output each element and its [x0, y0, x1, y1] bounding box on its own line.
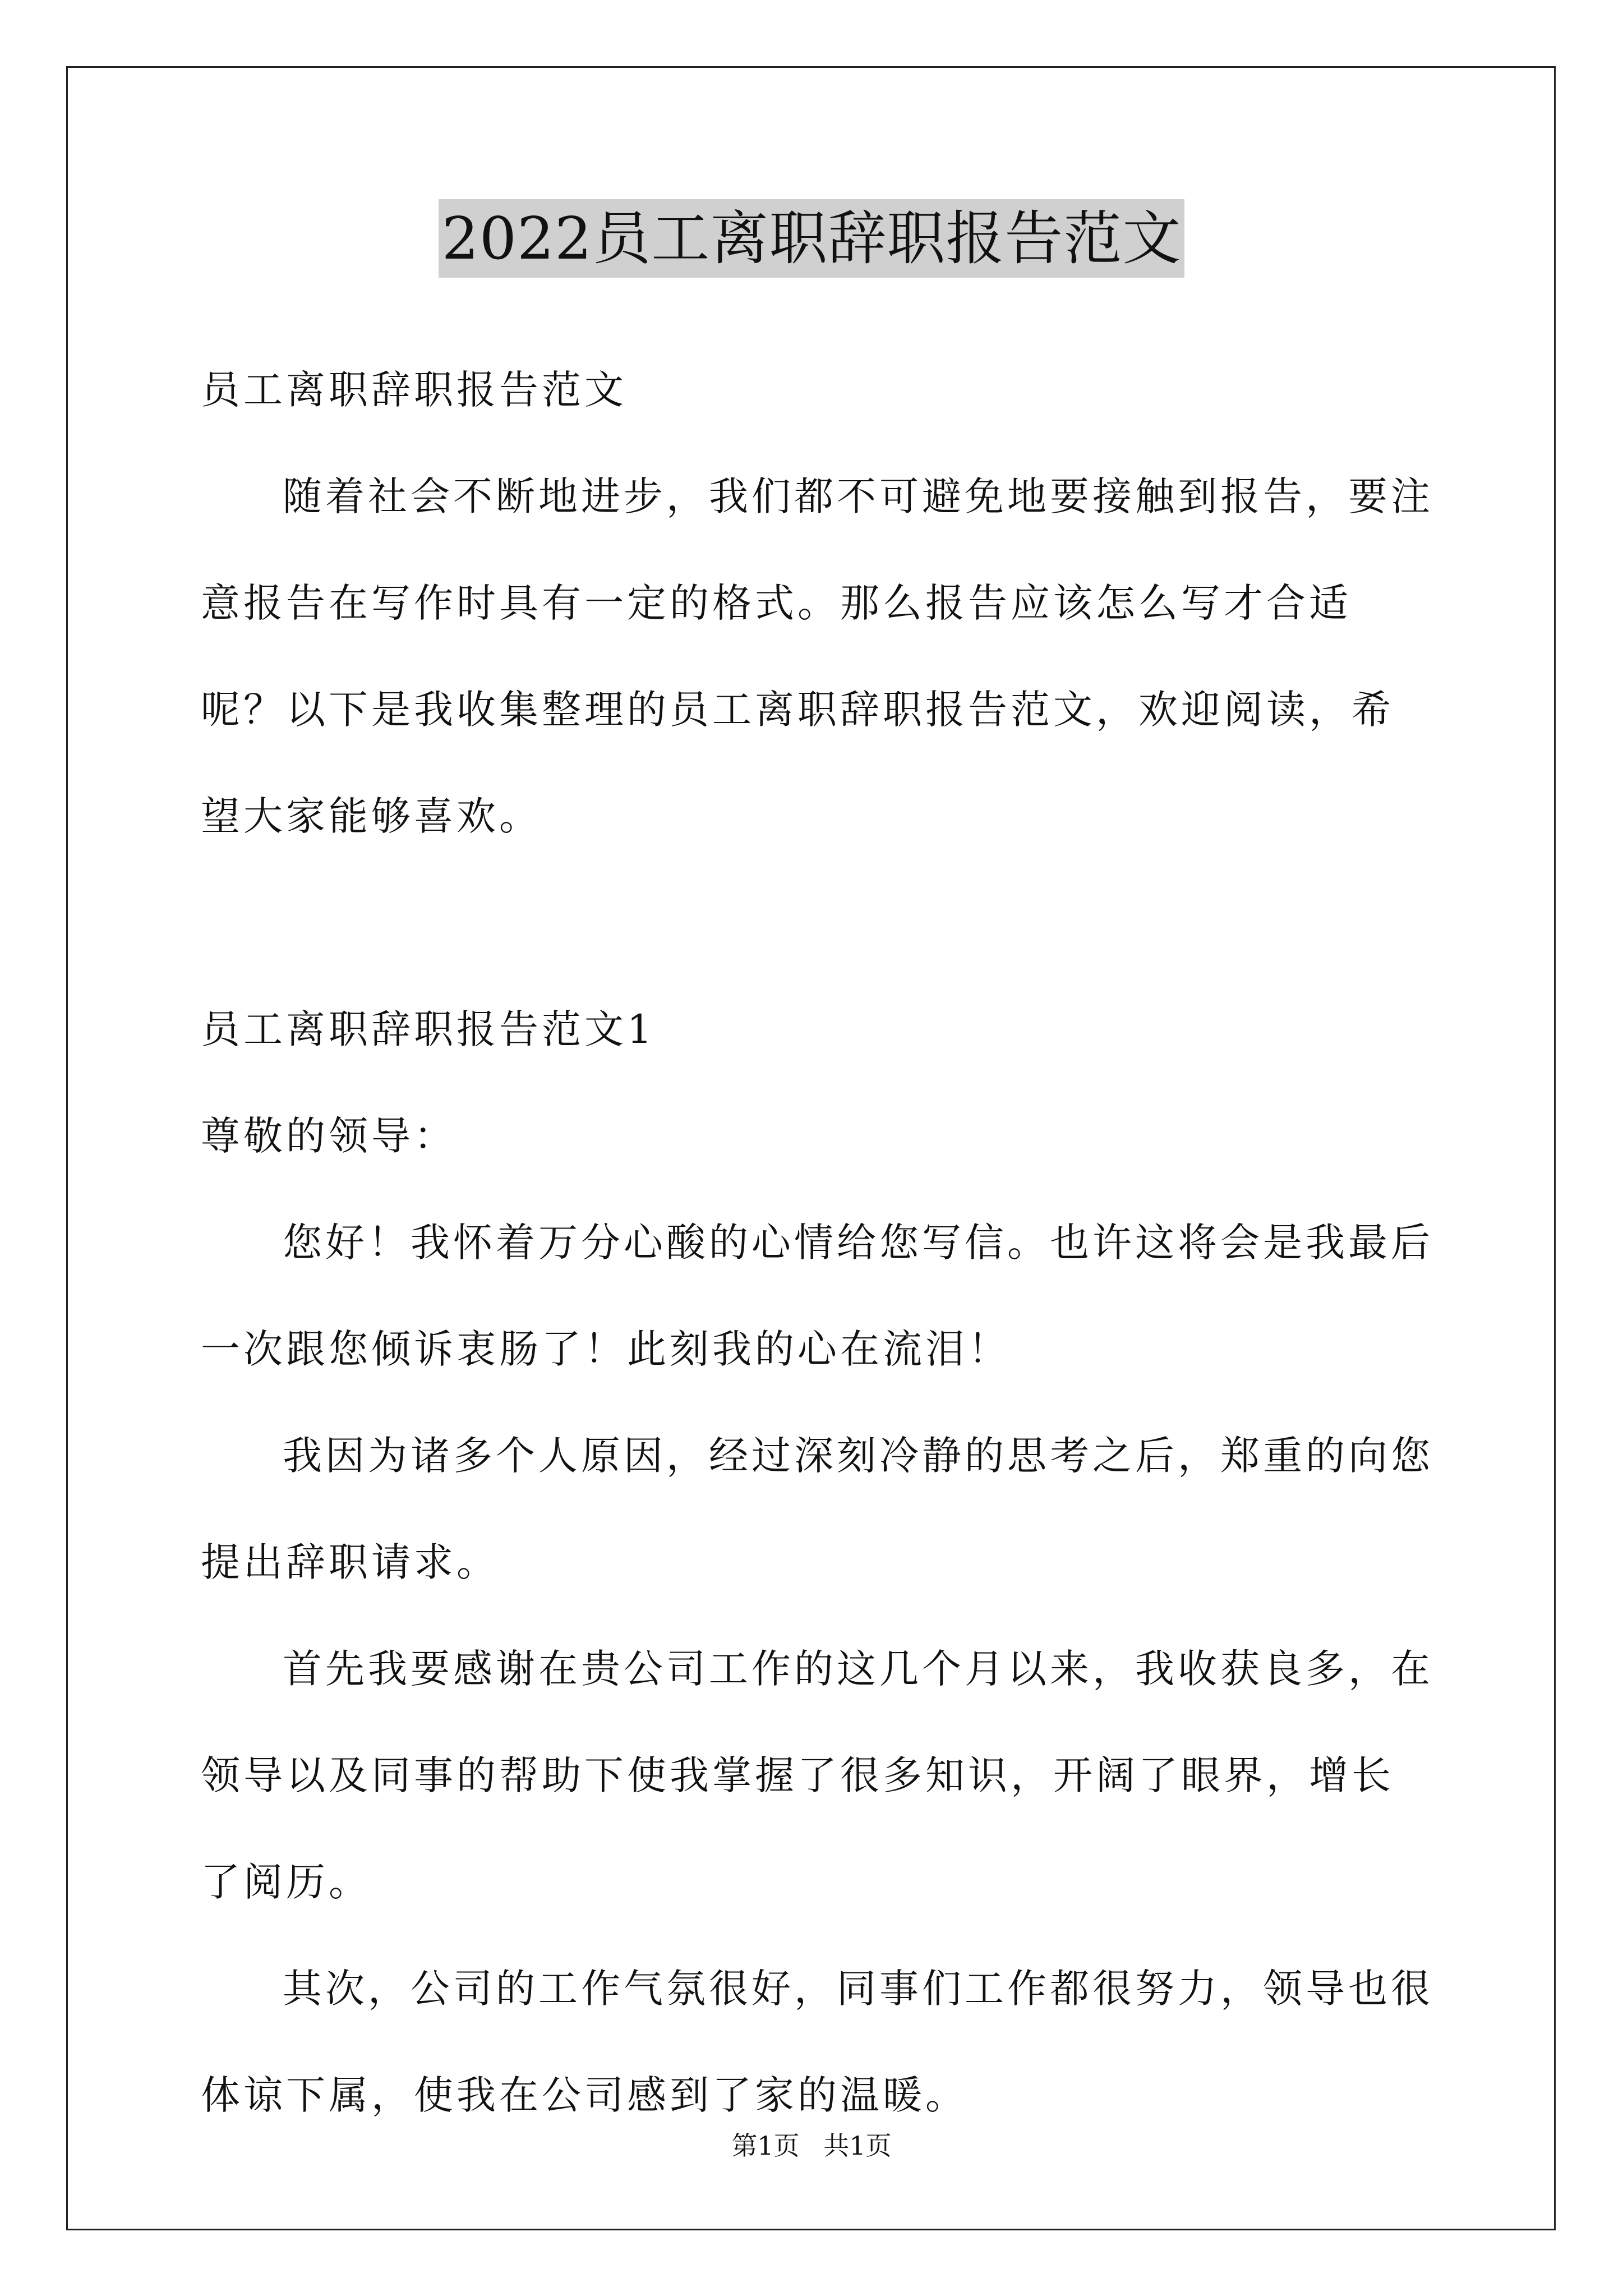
intro-paragraph: 随着社会不断地进步，我们都不可避免地要接触到报告，要注意报告在写作时具有一定的格式。那么报告应该怎么写才合适呢？以下是我收集整理的员工离职辞职报告范文，欢迎阅读，希望大家能够喜欢。: [201, 473, 1433, 839]
body-paragraph: 您好！我怀着万分心酸的心情给您写信。也许这将会是我最后一次跟您倾诉衷肠了！此刻我的心在流泪！: [201, 1220, 1433, 1372]
section-heading: 员工离职辞职报告范文1: [201, 1006, 656, 1052]
page-footer: [0, 2129, 1623, 2162]
body-paragraph: 我因为诸多个人原因，经过深刻冷静的思考之后，郑重的向您提出辞职请求。: [201, 1433, 1433, 1585]
salutation: 尊敬的领导：: [201, 1113, 457, 1159]
document-body: [201, 337, 1435, 2148]
page-total: 共1页: [823, 2131, 892, 2161]
title-container: [0, 199, 1623, 278]
body-paragraph: 首先我要感谢在贵公司工作的这几个月以来，我收获良多，在领导以及同事的帮助下使我掌握了很多知识，开阔了眼界，增长了阅历。: [201, 1646, 1433, 1905]
document-title: 2022员工离职辞职报告范文: [439, 199, 1185, 278]
subtitle: 员工离职辞职报告范文: [201, 367, 627, 413]
body-paragraph: 其次，公司的工作气氛很好，同事们工作都很努力，领导也很体谅下属，使我在公司感到了家的温暖。: [201, 1966, 1433, 2118]
page-number: 第1页: [731, 2131, 800, 2161]
